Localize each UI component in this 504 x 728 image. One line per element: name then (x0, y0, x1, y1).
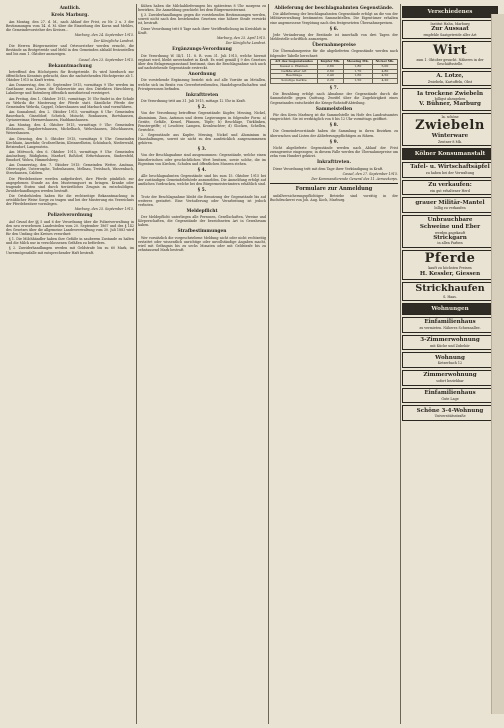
paragraph: Trotz der Beschlagnahme bleibt die Benutzung der Gegenstände bis auf weiteres gestattet. Eine Veräußerung oder Verarbeitung ist jedoch verboten. (138, 194, 266, 207)
section-heading: Inkrafttreten. (316, 160, 352, 166)
paragraph: Die Verordnung tritt am 31. Juli 1915, mittags 12 Uhr in Kraft. (141, 99, 246, 104)
advertisement-line: zu vermieten. Näheres Schwanallee. (419, 325, 481, 330)
table-cell: Gefäße aller Art (271, 69, 318, 74)
advertisement-line: Zu verkaufen: (428, 182, 472, 189)
column-rule (400, 4, 401, 724)
advertisement-line: S. Haas. (443, 294, 457, 299)
advertisement-line: ein gut erhaltener Herd (430, 188, 470, 193)
signature-line: Cassel, den 27. September 1915. (342, 171, 398, 176)
section-heading: Formulare zur Anmeldung (295, 186, 373, 193)
advertisement-line: Ketzerbach 12 (437, 361, 463, 366)
table-header-cell: Messing Mk. (343, 60, 372, 65)
paragraph: Am Donnerstag, den 7. Oktober 1915: Gemeinden Wetter, Amönau, Oberrosphe, Unterrosphe, Todenhausen, Mellnau, Treisbach, Warzenbach, Sterzhausen, Caldern. (6, 163, 134, 176)
paragraph: Nicht abgelieferte Gegenstände werden nach Ablauf der Frist zwangsweise eingezogen; in diesem Falle werden die Übernahmepreise um zehn vom Hundert gekürzt. (270, 145, 398, 159)
signature-line: Cassel, den 23. September 1915. (78, 57, 134, 62)
table-cell: 1,60 (343, 74, 372, 79)
section-heading: Polizeiverordnung (47, 213, 93, 219)
section-heading: Ergänzungs-Verordnung (172, 47, 232, 53)
section-heading: Strafbestimmungen (177, 229, 227, 235)
advertisement (402, 303, 498, 315)
signature-line: Marburg, den 25. April 1915. (216, 35, 266, 40)
table-cell: Beschläge (271, 74, 318, 79)
advertisement (402, 113, 498, 147)
advertisement-line: Ia. schöne (441, 115, 459, 120)
advertisement-line: Unbrauchbare (427, 217, 473, 224)
advertisement-line: Zwiebeln, Kartoffeln, Obst (427, 79, 473, 84)
advertisement-line: Zur Aussaat (431, 26, 469, 33)
paragraph: Die Pferdebesitzer werden aufgefordert, ihre Pferde pünktlich zur angegebenen Stunde an den Musterungsort zu bringen. Kranke oder tragende Stuten sind durch tierärztliches Zeugnis zu entschuldigen. Zuwiderhandlungen werden bestraft. (6, 176, 134, 193)
paragraph: Wer vorsätzlich die vorgeschriebene Meldung nicht oder nicht rechtzeitig erstattet oder wissentlich unrichtige oder unvollständige Angaben macht, wird mit Gefängnis bis zu sechs Monaten oder mit Geldstrafe bis zu zehntausend Mark bestraft. (138, 235, 266, 252)
paragraph: Die vorstehende Ergänzung bezieht sich auf alle Vorräte an Metallen, welche sich im Besitz von Gewerbetreibenden, Handelsgesellschaften und Privatpersonen befinden. (138, 78, 266, 91)
advertisement-line: Zwiebeln (415, 118, 485, 134)
paragraph: Am Freitag, den 1. Oktober 1915, vormittags 10 Uhr findet in der Schule zu Wehrda die Musterung der Pferde statt. Sämtliche Pferde der Gemeinden Wehrda, Cappel, Ockershausen und Marbach sind vorzuführen. (6, 96, 134, 109)
advertisement (402, 405, 498, 421)
table-cell: 4,50 (372, 74, 397, 79)
table-row (271, 79, 398, 84)
paragraph: Auf Grund der §§ 5 und 6 der Verordnung über die Polizeiverwaltung in den neu erworbenen Landesteilen vom 20. September 1867 und des § 142 des Gesetzes über die allgemeine Landesverwaltung vom 30. Juli 1883 wird für den Umfang des Kreises verordnet: (6, 219, 134, 236)
section-heading: § 5. (197, 188, 207, 194)
advertisement-line: empfehle Saatgetreide aller Art (423, 32, 477, 37)
advertisement (402, 71, 498, 87)
page-edge-strip (491, 14, 504, 714)
paragraph: Für den Kreis Marburg ist die Sammelstelle im Hofe des Landratsamtes eingerichtet. Sie ist werktäglich von 8 bis 12 Uhr vormittags geöffnet. (270, 112, 398, 122)
advertisement (402, 6, 498, 18)
table-cell: Kessel u. Pfannen (271, 64, 318, 69)
section-heading: § 9. (329, 139, 339, 145)
paragraph: betreffend den Höchstpreis für Brotgetreide. Es wird hierdurch zur öffentlichen Kenntnis gebracht, dass die nachstehenden Höchstpreise ab 1. Oktober 1915 in Kraft treten. (6, 70, 134, 83)
table-cell: 4,20 (372, 79, 397, 84)
advertisement-line: V. Bühner, Marburg (419, 101, 481, 108)
paragraph: 2. Gegenstände aus Kupfer, Messing, Nickel und Aluminium in Haushaltungen, soweit sie nicht zu den ausdrücklich ausgenommenen gehören. (138, 132, 266, 145)
advertisement-line: A. Lotze, (436, 73, 464, 80)
advertisement-line: Zimmerwohnung (423, 372, 477, 379)
advertisement-line: Schweine und Eber (419, 224, 481, 231)
paragraph: Die Gemeindevorstände haben die Sammlung in ihren Bezirken zu überwachen und Listen der Ablieferungspflichtigen zu führen. (270, 129, 398, 138)
paragraph: Der Meldepflicht unterliegen alle Personen, Gesellschaften, Vereine und Körperschaften, die Gegenstände der bezeichneten Art in Gewahrsam haben. (138, 215, 266, 228)
table-cell: 2,40 (317, 74, 343, 79)
advertisement-line: Wohnungen (431, 305, 469, 312)
table-cell: 5,00 (372, 64, 397, 69)
paragraph: Jede Veränderung der Bestände ist innerhalb von drei Tagen der Meldestelle schriftlich anzuzeigen. (270, 32, 398, 41)
section-heading: § 6. (329, 26, 339, 32)
paragraph: Die Bezahlung erfolgt nach Abnahme der Gegenstände durch die Sammelstelle gegen Quittung. Zweifel über die Zugehörigkeit eines Gegenstandes entscheidet die Kriegs-Rohstoff-Abteilung. (270, 92, 398, 105)
advertisement-line: Schöne 3-4-Wohnung (416, 407, 484, 414)
section-heading: Amtlich. (59, 6, 81, 11)
advertisement-line: Ia trockene Zwiebeln (416, 90, 484, 97)
advertisement-line: Tafel- u. Wirtschaftsäpfel (410, 164, 490, 171)
advertisement (402, 197, 498, 213)
advertisement (402, 41, 498, 68)
paragraph: Am Donnerstag, den 30. September 1915, vormittags 9 Uhr werden im Gasthause zum Löwen die Holzvorräte aus den Distrikten Hirschberg, Lahnberge und Rotenberg öffentlich meistbietend versteigert. (6, 83, 134, 96)
section-heading: § 2. (197, 105, 207, 111)
paragraph: § 3. Zuwiderhandlungen gegen die vorstehenden Bestimmungen werden, soweit nicht nach den bestehenden Gesetzen eine höhere Strafe verwirkt ist, bestraft. (138, 13, 266, 26)
advertisement-line: H. Kessler, Giessen (419, 270, 481, 277)
advertisement (402, 215, 498, 248)
section-heading: § 3. (197, 147, 207, 153)
paragraph: unfallversicherungspflichtiger Betriebe sind vorrätig in der Buchdruckerei von Joh. Aug. Koch, Marburg. (270, 193, 398, 202)
advertisement (402, 370, 498, 386)
advertisement-line: zu haben bei der Verwaltung (425, 171, 475, 175)
advertisement-line: Institut Hahn, Marburg (430, 22, 470, 27)
advertisement-line: Zentner 8 Mk. (438, 139, 462, 144)
table-header-cell: Nickel Mk. (372, 60, 397, 65)
section-heading: Meldepflicht (186, 208, 218, 214)
paragraph: § 1. Die Milchhändler haben ihre Gefäße in sauberem Zustande zu halten und die Milch nur in verschlossenen Gefäßen zu befördern. (6, 237, 134, 246)
section-heading: § 4. (197, 167, 207, 173)
section-heading: Kreis Marburg. (51, 13, 89, 19)
advertisement (402, 352, 498, 368)
paragraph: Am Sonnabend, den 2. Oktober 1915, vormittags 8 Uhr: Gemeinden Bauerbach, Ginseldorf, Schröck, Moischt, Ronhausen, Bortshausen, Cyriaxweimar, Hermershausen, Haddamshausen. (6, 110, 134, 123)
advertisement (402, 20, 498, 40)
advertisement (402, 335, 498, 351)
advertisement-line: Wohnung (435, 354, 465, 361)
paragraph: Diese Verordnung tritt mit dem Tage ihrer Verkündigung in Kraft. (273, 166, 384, 171)
advertisement-line: Winterware (431, 133, 469, 140)
signature-line: Marburg, den 25. September 1915. (74, 207, 134, 212)
paragraph: Die Ablieferung der beschlagnahmten Gegenstände erfolgt an die von der Militärverwaltung bestimmten Sammelstellen. Die Eigentümer erhalten eine angemessene Vergütung nach den festgesetzten Übernahmepreisen. (270, 12, 398, 25)
paragraph: Am Dienstag, den 5. Oktober 1915, vormittags 8 Uhr: Gemeinden Kirchhain, Anzefahr, Großseelheim, Kleinseelheim, Schönbach, Niederwald, Betziesdorf, Langenstein. (6, 136, 134, 149)
table-cell: 2,60 (317, 69, 343, 74)
signature-line: Der Kommandierende General des 11. Armeekorps. (311, 177, 398, 182)
section-heading: Inkrafttreten (185, 92, 219, 98)
advertisement-line: Strickgarn (433, 234, 467, 241)
section-heading: § 8. (329, 123, 339, 129)
paragraph: Die Ortsbehörden haben für die rechtzeitige Bekanntmachung in ortsüblicher Weise Sorge zu tragen und bei der Musterung ein Verzeichnis der Pferdebesitzer vorzulegen. (6, 194, 134, 207)
advertisement (402, 250, 498, 280)
column-1 (6, 4, 134, 724)
advertisement-line: zum 1. Oktober gesucht. Näheres in der Geschäftsstelle. (416, 57, 484, 66)
advertisement-line: billig zu verkaufen (434, 206, 466, 211)
section-heading: Übernahmepreise (312, 43, 356, 49)
divider (270, 183, 398, 184)
advertisement-line: 3-Zimmerwohnung (420, 337, 480, 343)
table-cell: 1,50 (343, 79, 372, 84)
advertisement-line: Wirt (432, 42, 468, 58)
advertisement (402, 282, 498, 302)
advertisement-line: Kölner Konsumanstalt (414, 150, 486, 157)
paragraph: Die Übernahmepreise für die abgelieferten Gegenstände werden nach folgender Tabelle berechnet: (270, 49, 398, 58)
advertisement (402, 317, 498, 333)
paragraph: Die Herren Bürgermeister und Ortsvorsteher werden ersucht, die Bestände an Brotgetreide und Mehl in den Gemeinden alsbald festzustellen und bis zum 1. Oktober anzuzeigen. (6, 44, 134, 57)
table-cell: 2,80 (317, 64, 343, 69)
section-heading: Anordnung (188, 72, 216, 78)
advertisement-line: billigst abzugeben (434, 97, 466, 102)
paragraph: Am Montag, den 4. Oktober 1915, vormittags 9 Uhr: Gemeinden Elnhausen, Dagobertshausen, Michelbach, Wehrshausen, Dilschhausen, Weiershausen. (6, 123, 134, 136)
section-heading: Bekanntmachung (48, 63, 92, 69)
section-heading: § 7. (329, 86, 339, 92)
column-rule (136, 4, 137, 724)
paragraph: Diese Verordnung tritt 8 Tage nach ihrer Veröffentlichung im Kreisblatt in Kraft. (138, 26, 266, 35)
advertisement-line: Universitätsstraße (434, 414, 466, 419)
paragraph: Kühen haben die Milchablieferungen bis spätestens 8 Uhr morgens zu bewirken. Die Anmeldung geschieht bei dem Bürgermeisteramt. (138, 4, 266, 13)
table-header-cell: Kupfer Mk. (317, 60, 343, 65)
advertisement (402, 162, 498, 178)
table-cell: 1,70 (343, 69, 372, 74)
signature-line: Der Königliche Landrat. (93, 38, 134, 43)
paragraph: Am Mittwoch, den 6. Oktober 1915, vormittags 9 Uhr: Gemeinden Amöneburg, Rüdigheim, Mardorf, Roßdorf, Erfurtshausen, Sindersfeld, Emsdorf, Wohra, Himmelsberg. (6, 149, 134, 163)
signature-line: Der Königliche Landrat. (225, 41, 266, 46)
table-header-cell: Art des Gegenstandes (271, 60, 318, 65)
paragraph: Am Montag, den 27. d. M., nach Ablauf der Frist, zu Nr. 2 u. 3 der Bestimmungen vom 14. d. M. über die Einziehung des Korns und Mehles, die Gemeindevorsteher des Kreises... (6, 19, 134, 32)
advertisement-line: Pferde (424, 251, 476, 267)
table-cell: Sonstige Geräte (271, 79, 318, 84)
advertisement-line: sofort beziehbar (436, 378, 464, 383)
column-4-advertisements (402, 4, 498, 724)
price-table (270, 59, 398, 84)
advertisement-line: Einfamilienhaus (424, 319, 476, 326)
table-cell: 2,20 (317, 79, 343, 84)
section-heading: Ablieferung der beschlagnahmten Gegenstände. (274, 6, 394, 11)
advertisement (402, 148, 498, 160)
advertisement-line: grauer Militär-Mantel (415, 199, 485, 206)
advertisement-line: werden angekauft (434, 230, 466, 235)
advertisement (402, 88, 498, 110)
paragraph: § 2. Zuwiderhandlungen werden mit Geldstrafe bis zu 60 Mark, im Unvermögensfalle mit entsprechender Haft bestraft. (6, 246, 134, 255)
advertisement-line: mit Küche und Zubehör (430, 343, 470, 348)
paragraph: Von der Beschlagnahme sind ausgenommen: Gegenstände, welche einen künstlerischen oder geschichtlichen Wert besitzen, sowie solche, die im Eigentum von Kirchen, Schulen und öffentlichen Museen stehen. (138, 153, 266, 166)
advertisement-line: Einfamilienhaus (424, 390, 476, 397)
paragraph: Die Verordnung W. III/1. 11. 8. R. vom 31. Juli 1915, welche hiermit ergänzt wird, bleibt unverändert in Kraft. Es wird gemäß § 9 des Gesetzes über den Belagerungszustand bestimmt, dass die Beschlagnahme sich auch auf nachstehende Gegenstände erstreckt. (138, 53, 266, 71)
paragraph: Von der Verordnung betroffene Gegenstände: Kupfer, Messing, Nickel, Aluminium, Zinn, Antimon und deren Legierungen in folgender Form: a) Geräte, Gefäße, Kessel, Pfannen, Töpfe; b) Beschläge, Türklinken, Fenstergriffe; c) Leuchter, Lampen, Kronleuchter; d) Glocken, Schellen, Gewichte. (138, 111, 266, 132)
advertisement-line: Gute Lage (441, 396, 459, 401)
table-cell: 4,80 (372, 69, 397, 74)
advertisement-line: in allen Farben (437, 241, 463, 246)
section-heading: Sammelstellen (315, 106, 353, 112)
table-cell: 1,80 (343, 64, 372, 69)
column-2 (138, 4, 266, 724)
advertisement-line: Verschiedenes (427, 8, 473, 15)
advertisement-line: kauft zu höchsten Preisen (428, 266, 472, 271)
advertisement-line: Strickhaufen (415, 283, 485, 295)
advertisement (402, 388, 498, 404)
advertisement (402, 180, 498, 196)
column-3 (270, 4, 398, 724)
paragraph: Alle beschlagnahmten Gegenstände sind bis zum 15. Oktober 1915 bei der zuständigen Gemeindebehörde anzumelden. Die Anmeldung erfolgt auf amtlichen Vordrucken, welche bei den Bürgermeisterämtern erhältlich sind. (138, 174, 266, 187)
column-rule (268, 4, 269, 724)
signature-line: Marburg, den 24. September 1915. (74, 33, 134, 38)
